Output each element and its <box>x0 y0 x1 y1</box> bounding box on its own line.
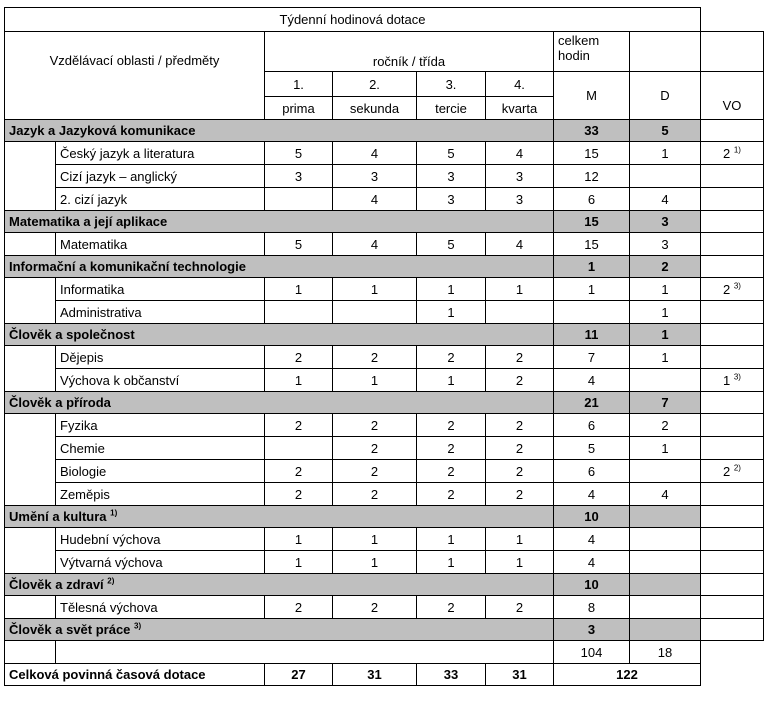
subject-vo <box>701 301 764 324</box>
indent-cell <box>5 414 56 437</box>
grade-hours: 1 <box>333 551 417 574</box>
indent-cell <box>5 460 56 483</box>
subject-d <box>630 165 701 188</box>
subject-m: 5 <box>554 437 630 460</box>
subject-name: Chemie <box>56 437 265 460</box>
grade-hours: 4 <box>486 142 554 165</box>
subject-m: 12 <box>554 165 630 188</box>
subject-m: 7 <box>554 346 630 369</box>
area-m-total: 3 <box>554 619 630 641</box>
grade-hours: 1 <box>486 551 554 574</box>
subject-row <box>5 233 764 256</box>
total-grade: 31 <box>333 664 417 686</box>
area-m-total: 15 <box>554 211 630 233</box>
footnote-mark: 2) <box>733 463 741 473</box>
subject-m: 1 <box>554 278 630 301</box>
grade-hours: 2 <box>417 460 486 483</box>
grade-hours: 4 <box>333 142 417 165</box>
grade-hours: 2 <box>417 483 486 506</box>
subject-vo <box>701 233 764 256</box>
grade-hours: 2 <box>486 460 554 483</box>
area-name: Člověk a svět práce $^{3)}$ <box>5 619 554 641</box>
area-vo-cell <box>701 211 764 233</box>
subject-d: 1 <box>630 437 701 460</box>
area-name: Jazyk a Jazyková komunikace <box>5 120 554 142</box>
table-body <box>5 8 764 686</box>
grade-hours: 1 <box>417 301 486 324</box>
grade-name: kvarta <box>486 97 554 120</box>
area-d-total <box>630 574 701 596</box>
grade-hours: 2 <box>333 346 417 369</box>
indent-cell <box>5 551 56 574</box>
grade-hours: 3 <box>333 165 417 188</box>
subject-name: Fyzika <box>56 414 265 437</box>
subject-name: Matematika <box>56 233 265 256</box>
areas-header: Vzdělávací oblasti / předměty <box>5 32 265 120</box>
grade-hours: 1 <box>265 528 333 551</box>
grade-hours: 3 <box>486 188 554 211</box>
grade-hours: 2 <box>486 369 554 392</box>
area-m-total: 21 <box>554 392 630 414</box>
subject-d <box>630 460 701 483</box>
area-vo-cell <box>701 392 764 414</box>
indent-cell <box>5 142 56 165</box>
grade-number: 3. <box>417 72 486 97</box>
grade-name: prima <box>265 97 333 120</box>
grade-hours: 3 <box>417 165 486 188</box>
grade-hours: 2 <box>417 596 486 619</box>
indent-cell <box>5 596 56 619</box>
grade-hours: 4 <box>333 188 417 211</box>
subject-d: 3 <box>630 233 701 256</box>
area-name: Člověk a společnost <box>5 324 554 346</box>
area-d-total: 2 <box>630 256 701 278</box>
indent-cell <box>5 188 56 211</box>
area-m-total: 10 <box>554 506 630 528</box>
area-row <box>5 574 764 596</box>
subject-vo <box>701 414 764 437</box>
timetable <box>4 7 764 686</box>
subject-vo: 2 $^{1)}$ <box>701 142 764 165</box>
footnote-mark: 1) <box>110 508 118 518</box>
subject-d <box>630 528 701 551</box>
area-row <box>5 506 764 528</box>
subject-name: 2. cizí jazyk <box>56 188 265 211</box>
subject-vo <box>701 346 764 369</box>
grade-hours: 1 <box>333 528 417 551</box>
grade-hours: 2 <box>265 460 333 483</box>
subject-m: 6 <box>554 414 630 437</box>
area-m-total: 33 <box>554 120 630 142</box>
indent-cell <box>5 278 56 301</box>
vo-header: VO <box>701 72 764 120</box>
grade-hours <box>265 437 333 460</box>
grade-hours: 2 <box>486 346 554 369</box>
grade-hours: 1 <box>265 369 333 392</box>
subject-m <box>554 301 630 324</box>
grade-hours: 1 <box>417 551 486 574</box>
sum-m: 104 <box>554 641 630 664</box>
subject-vo: 1 $^{3)}$ <box>701 369 764 392</box>
subject-row <box>5 551 764 574</box>
grade-hours: 5 <box>417 142 486 165</box>
area-d-total <box>630 619 701 641</box>
grade-hours: 1 <box>333 278 417 301</box>
grade-hours: 5 <box>417 233 486 256</box>
grade-hours: 2 <box>265 596 333 619</box>
footnote-mark: 3) <box>134 621 142 631</box>
sum-empty-wide <box>56 641 554 664</box>
area-row <box>5 324 764 346</box>
subject-row <box>5 346 764 369</box>
subject-name: Administrativa <box>56 301 265 324</box>
subject-m: 8 <box>554 596 630 619</box>
subject-row <box>5 483 764 506</box>
subject-name: Biologie <box>56 460 265 483</box>
grade-hours: 2 <box>486 483 554 506</box>
sum-empty <box>5 641 56 664</box>
area-vo-cell <box>701 120 764 142</box>
subject-d <box>630 369 701 392</box>
subject-d: 1 <box>630 346 701 369</box>
subject-name: Tělesná výchova <box>56 596 265 619</box>
grade-hours: 3 <box>486 165 554 188</box>
area-name: Umění a kultura $^{1)}$ <box>5 506 554 528</box>
grade-hours: 2 <box>486 596 554 619</box>
area-row <box>5 392 764 414</box>
grade-hours: 2 <box>417 437 486 460</box>
grade-hours: 5 <box>265 233 333 256</box>
area-vo-cell <box>701 619 764 641</box>
grade-hours: 2 <box>265 483 333 506</box>
subject-m: 6 <box>554 188 630 211</box>
subject-vo <box>701 551 764 574</box>
grade-number: 1. <box>265 72 333 97</box>
grade-hours: 1 <box>265 551 333 574</box>
grade-hours: 1 <box>417 528 486 551</box>
grade-hours: 2 <box>265 414 333 437</box>
grade-name: tercie <box>417 97 486 120</box>
grade-hours <box>486 301 554 324</box>
total-label: Celková povinná časová dotace <box>5 664 265 686</box>
total-row <box>5 664 764 686</box>
subject-m: 6 <box>554 460 630 483</box>
d-header: D <box>630 72 701 120</box>
sum-end <box>701 641 764 664</box>
grade-hours: 2 <box>486 414 554 437</box>
indent-cell <box>5 233 56 256</box>
footnote-mark: 3) <box>733 372 741 382</box>
total-hours-header: celkem hodin <box>554 32 630 72</box>
subject-m: 4 <box>554 551 630 574</box>
indent-cell <box>5 437 56 460</box>
subject-d: 2 <box>630 414 701 437</box>
indent-cell <box>5 528 56 551</box>
indent-cell <box>5 165 56 188</box>
area-d-total: 5 <box>630 120 701 142</box>
subject-vo: 2 $^{3)}$ <box>701 278 764 301</box>
area-name: Člověk a příroda <box>5 392 554 414</box>
grade-hours: 2 <box>333 596 417 619</box>
subject-name: Výchova k občanství <box>56 369 265 392</box>
indent-cell <box>5 346 56 369</box>
subject-d <box>630 596 701 619</box>
subject-row <box>5 437 764 460</box>
grade-number: 2. <box>333 72 417 97</box>
grade-hours: 2 <box>333 460 417 483</box>
area-vo-cell <box>701 574 764 596</box>
subject-m: 15 <box>554 233 630 256</box>
grade-hours: 4 <box>333 233 417 256</box>
subject-row <box>5 528 764 551</box>
grade-hours: 2 <box>486 437 554 460</box>
grade-hours: 4 <box>486 233 554 256</box>
area-row <box>5 120 764 142</box>
area-vo-cell <box>701 506 764 528</box>
area-row <box>5 211 764 233</box>
subject-row <box>5 414 764 437</box>
grade-hours: 2 <box>333 483 417 506</box>
subject-vo <box>701 528 764 551</box>
subject-row <box>5 278 764 301</box>
subject-d: 4 <box>630 188 701 211</box>
area-name: Informační a komunikační technologie <box>5 256 554 278</box>
footnote-mark: 2) <box>107 576 115 586</box>
subject-vo <box>701 437 764 460</box>
grade-hours: 2 <box>333 437 417 460</box>
area-m-total: 1 <box>554 256 630 278</box>
grade-hours: 1 <box>333 369 417 392</box>
indent-cell <box>5 483 56 506</box>
grade-hours: 3 <box>417 188 486 211</box>
grade-hours: 1 <box>486 278 554 301</box>
area-row <box>5 619 764 641</box>
subject-d: 1 <box>630 142 701 165</box>
area-d-total: 1 <box>630 324 701 346</box>
total-grade: 31 <box>486 664 554 686</box>
grades-header: ročník / třída <box>265 32 554 72</box>
sum-d: 18 <box>630 641 701 664</box>
subject-row <box>5 460 764 483</box>
subject-m: 4 <box>554 528 630 551</box>
grade-hours <box>265 301 333 324</box>
title-row <box>5 8 764 32</box>
subject-row <box>5 369 764 392</box>
subject-name: Informatika <box>56 278 265 301</box>
subject-vo <box>701 596 764 619</box>
total-hours: 122 <box>554 664 701 686</box>
area-vo-cell <box>701 256 764 278</box>
sum-row <box>5 641 764 664</box>
subject-row <box>5 596 764 619</box>
area-m-total: 10 <box>554 574 630 596</box>
grade-hours: 1 <box>417 369 486 392</box>
subject-m: 4 <box>554 483 630 506</box>
subject-vo <box>701 483 764 506</box>
indent-cell <box>5 369 56 392</box>
grade-hours: 1 <box>486 528 554 551</box>
subject-row <box>5 188 764 211</box>
grade-hours: 2 <box>333 414 417 437</box>
subject-d: 1 <box>630 278 701 301</box>
area-row <box>5 256 764 278</box>
subject-row <box>5 142 764 165</box>
footnote-mark: 1) <box>733 145 741 155</box>
grade-number: 4. <box>486 72 554 97</box>
total-grade: 33 <box>417 664 486 686</box>
area-name: Matematika a její aplikace <box>5 211 554 233</box>
grade-hours: 3 <box>265 165 333 188</box>
subject-m: 15 <box>554 142 630 165</box>
grade-hours: 2 <box>265 346 333 369</box>
grade-hours: 2 <box>417 346 486 369</box>
subject-name: Dějepis <box>56 346 265 369</box>
area-d-total: 7 <box>630 392 701 414</box>
total-grade: 27 <box>265 664 333 686</box>
subject-name: Hudební výchova <box>56 528 265 551</box>
subject-row <box>5 301 764 324</box>
indent-cell <box>5 301 56 324</box>
area-m-total: 11 <box>554 324 630 346</box>
subject-name: Zeměpis <box>56 483 265 506</box>
grade-hours: 1 <box>417 278 486 301</box>
subject-vo <box>701 165 764 188</box>
grade-name: sekunda <box>333 97 417 120</box>
header-row-1 <box>5 32 764 72</box>
subject-vo: 2 $^{2)}$ <box>701 460 764 483</box>
footnote-mark: 3) <box>733 281 741 291</box>
subject-d: 1 <box>630 301 701 324</box>
grade-hours <box>265 188 333 211</box>
subject-d: 4 <box>630 483 701 506</box>
subject-name: Výtvarná výchova <box>56 551 265 574</box>
subject-name: Cizí jazyk – anglický <box>56 165 265 188</box>
total-end <box>701 664 764 686</box>
grade-hours <box>333 301 417 324</box>
grade-hours: 5 <box>265 142 333 165</box>
subject-m: 4 <box>554 369 630 392</box>
subject-d <box>630 551 701 574</box>
area-d-total <box>630 506 701 528</box>
area-vo-cell <box>701 324 764 346</box>
m-header: M <box>554 72 630 120</box>
subject-row <box>5 165 764 188</box>
subject-vo <box>701 188 764 211</box>
subject-name: Český jazyk a literatura <box>56 142 265 165</box>
grade-hours: 1 <box>265 278 333 301</box>
grade-hours: 2 <box>417 414 486 437</box>
area-name: Člověk a zdraví $^{2)}$ <box>5 574 554 596</box>
area-d-total: 3 <box>630 211 701 233</box>
table-title: Týdenní hodinová dotace <box>5 8 701 32</box>
